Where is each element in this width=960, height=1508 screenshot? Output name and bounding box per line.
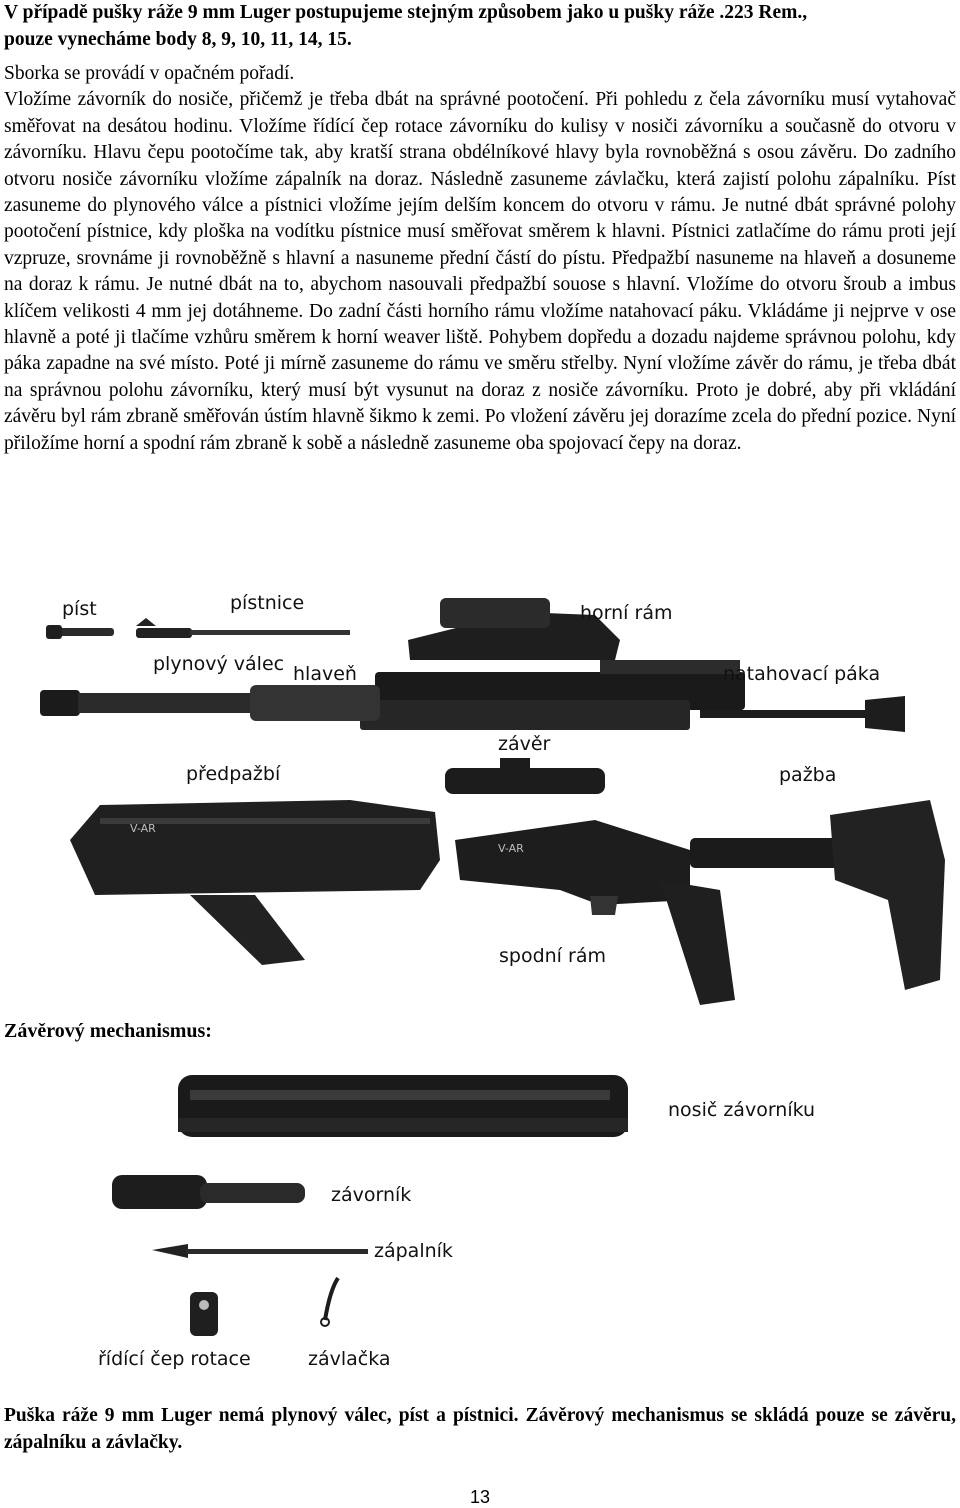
section-title: Závěrový mechanismus: bbox=[4, 1020, 212, 1042]
page-number: 13 bbox=[469, 1487, 491, 1507]
label-pist: píst bbox=[62, 598, 97, 620]
retaining-pin-part bbox=[321, 1278, 338, 1326]
assembly-heading: Sborka se provádí v opačném pořadí. bbox=[4, 63, 295, 84]
label-nosic-zavorniku: nosič závorníku bbox=[668, 1099, 816, 1121]
label-pazba: pažba bbox=[779, 764, 837, 786]
label-zavlacka: závlačka bbox=[308, 1348, 391, 1370]
label-zaver: závěr bbox=[498, 733, 551, 755]
lower-brand-mark: V-AR bbox=[498, 842, 524, 855]
label-plynovy-valec: plynový válec bbox=[153, 653, 285, 675]
label-zapalnik: zápalník bbox=[374, 1240, 453, 1262]
intro-line-1: V případě pušky ráže 9 mm Luger postupujeme stejným způsobem jako u pušky ráže .223 Rem., bbox=[4, 2, 808, 23]
label-natahovaci-paka: natahovací páka bbox=[723, 663, 881, 685]
label-spodni-ram: spodní rám bbox=[499, 945, 606, 967]
label-horni-ram: horní rám bbox=[580, 602, 673, 624]
label-zavornik: závorník bbox=[331, 1184, 412, 1206]
bolt-part bbox=[112, 1175, 305, 1209]
label-hlaven: hlaveň bbox=[293, 663, 357, 685]
firing-pin-part bbox=[152, 1244, 368, 1258]
assembly-body: Vložíme závorník do nosiče, přičemž je třeba dbát na správné pootočení. Při pohledu z čela závorníku musí vytahovač směřovat na desátou hodinu. Vložíme řídící čep rotace závorníku do kulisy v nosiči závorníku a současně do otvoru v závorníku. Hlavu čepu pootočíme tak, aby kratší strana obdélníkové hlavy byla rovnoběžná s osou závěru. Do zadního otvoru nosiče závorníku vložíme zápalník na doraz. Následně zasuneme závlačku, která zajistí polohu zápalníku. Píst zasuneme do plynového válce a pístnici vložíme jejím delším koncem do otvoru v rámu. Je nutné dbát správné polohy pootočení pístnice, kdy ploška na vodítku pístnice musí směřovat směrem k hlavni. Pístnici zatlačíme do rámu proti její vzpruze, srovnáme ji rovnoběžně s hlavní a nasuneme přední částí do pístu. Předpažbí nasuneme na hlaveň a dosuneme na doraz k rámu. Je nutné dbát na to, abychom nasouvali předpažbí souose s hlavní. Vložíme do otvoru šroub a imbus klíčem velikosti 4 mm jej dotáhneme. Do zadní části horního rámu vložíme natahovací páku. Vkládáme ji nejprve v ose hlavně a poté ji tlačíme vzhůru směrem k horní weaver liště. Pohybem dopředu a dozadu najdeme správnou polohu, kdy páka zapadne na své místo. Poté ji mírně zasuneme do rámu ve směru střelby. Nyní vložíme závěr do rámu, je třeba dbát na správnou polohu závorníku, který musí být vysunut na doraz z nosiče závorníku. Proto je dobré, aby při vkládání závěru byl rám zbraně směřován ústím hlavně šikmo k zemi. Po vložení závěru jej dorazíme zcela do přední pozice. Nyní přiložíme horní a spodní rám zbraně k sobě a následně zasuneme oba spojovací čepy na doraz. bbox=[4, 89, 956, 454]
cam-pin-part bbox=[190, 1292, 218, 1336]
label-pistnice: pístnice bbox=[230, 592, 305, 614]
intro-line-2: pouze vynecháme body 8, 9, 10, 11, 14, 15. bbox=[4, 28, 352, 50]
label-predpazbi: předpažbí bbox=[186, 763, 281, 785]
bolt-carrier-part-large bbox=[178, 1075, 628, 1137]
handguard-brand-mark: V-AR bbox=[130, 822, 156, 835]
outro-text: Puška ráže 9 mm Luger nemá plynový válec, píst a pístnici. Závěrový mechanismus se skládá pouze se závěru, zápalníku a závlačky. bbox=[4, 1405, 956, 1453]
label-ridici-cep-rotace: řídící čep rotace bbox=[98, 1348, 251, 1370]
